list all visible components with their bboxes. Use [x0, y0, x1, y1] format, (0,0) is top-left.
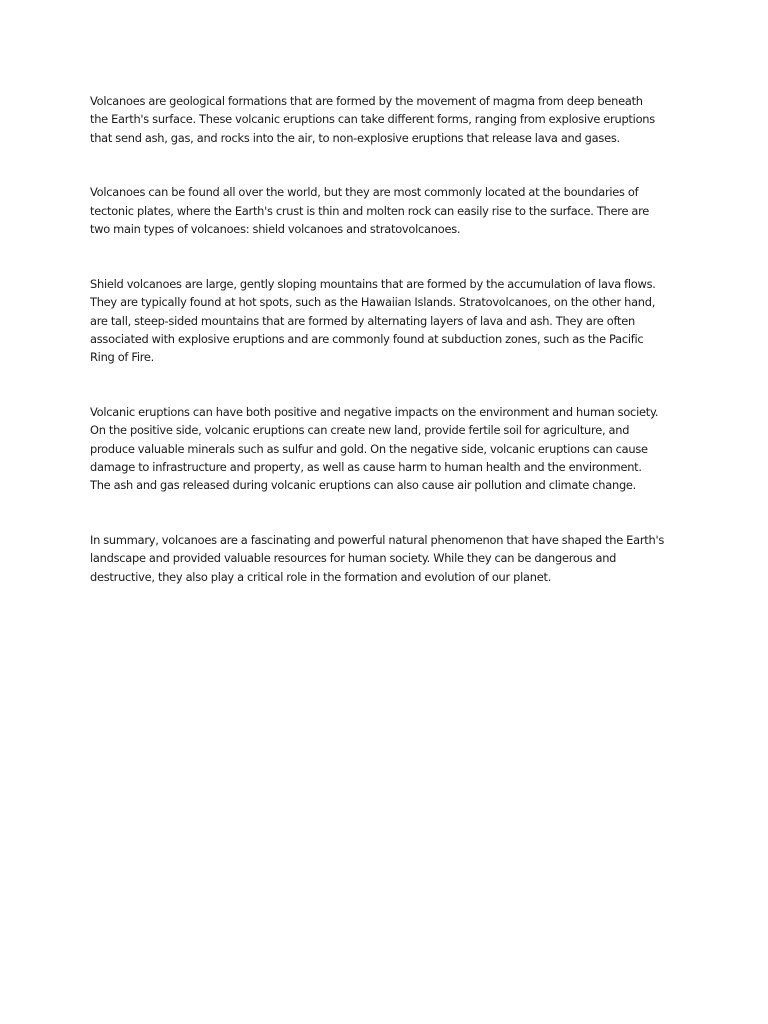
text-line: that send ash, gas, and rocks into the air, to non-explosive eruptions that release lava and gases. — [90, 130, 620, 145]
text-line: In summary, volcanoes are a fascinating and powerful natural phenomenon that have shaped the Earth's — [90, 533, 665, 548]
text-line: They are typically found at hot spots, such as the Hawaiian Islands. Stratovolcanoes, on the other hand, — [90, 295, 656, 310]
text-line: produce valuable minerals such as sulfur and gold. On the negative side, volcanic eruptions can cause — [90, 441, 648, 456]
text-line: On the positive side, volcanic eruptions can create new land, provide fertile soil for agriculture, and — [90, 423, 630, 438]
text-line: Shield volcanoes are large, gently sloping mountains that are formed by the accumulation of lava flows. — [90, 276, 656, 291]
paragraph-volcano-definition — [90, 92, 680, 147]
text-line: the Earth's surface. These volcanic eruptions can take different forms, ranging from explosive eruptions — [90, 112, 655, 127]
text-line: Volcanoes are geological formations that are formed by the movement of magma from deep beneath — [90, 94, 643, 108]
paragraph-volcano-locations — [90, 183, 680, 238]
text-line: Ring of Fire. — [90, 350, 155, 365]
text-line: The ash and gas released during volcanic eruptions can also cause air pollution and climate change. — [90, 478, 637, 493]
text-line: Volcanoes can be found all over the world, but they are most commonly located at the boundaries of — [90, 185, 639, 200]
document-body — [90, 92, 680, 623]
text-line: destructive, they also play a critical role in the formation and evolution of our planet. — [90, 569, 552, 584]
text-line: associated with explosive eruptions and are commonly found at subduction zones, such as the Pacific — [90, 331, 644, 346]
text-line: landscape and provided valuable resources for human society. While they can be dangerous and — [90, 551, 617, 566]
text-line: are tall, steep-sided mountains that are formed by alternating layers of lava and ash. They are often — [90, 313, 635, 328]
text-line: two main types of volcanoes: shield volcanoes and stratovolcanoes. — [90, 222, 461, 237]
text-line: damage to infrastructure and property, as well as cause harm to human health and the environment. — [90, 459, 642, 474]
text-line: Volcanic eruptions can have both positive and negative impacts on the environment and human society. — [90, 405, 659, 420]
text-line: tectonic plates, where the Earth's crust is thin and molten rock can easily rise to the surface. There are — [90, 203, 650, 218]
paragraph-eruption-impacts — [90, 403, 680, 494]
paragraph-volcano-types — [90, 275, 680, 366]
paragraph-summary — [90, 531, 680, 586]
